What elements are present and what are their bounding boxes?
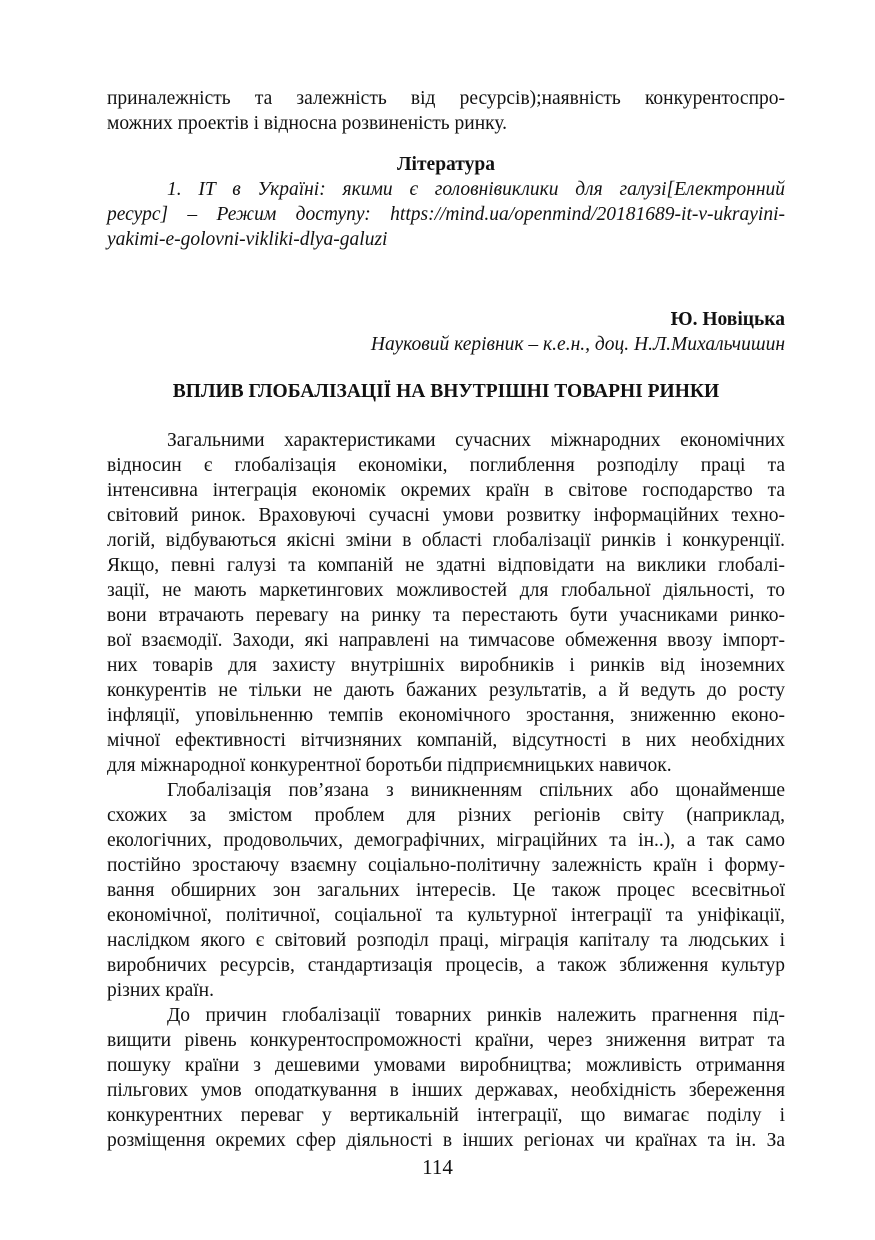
text-line: схожих за змістом проблем для різних регіонів світу (наприклад,: [107, 805, 785, 826]
paragraph-3: [107, 1003, 785, 1153]
reference-line: 1. IT в Україні: якими є головнівиклики для галузі[Електронний: [167, 179, 785, 200]
text-line: Глобалізація пов’язана з виникненням спільних або щонайменше: [167, 780, 785, 801]
text-line: виробничих ресурсів, стандартизація процесів, а також зближення культур: [107, 955, 785, 976]
text-line: конкурентів не тільки не дають бажаних результатів, а й ведуть до росту: [107, 680, 785, 701]
text-line: постійно зростаючу взаємну соціально-політичну залежність країн і форму-: [107, 855, 785, 876]
literature-heading: Література: [397, 154, 495, 175]
text-line: можних проектів і відносна розвиненість ринку.: [107, 113, 507, 134]
text-line: вання обширних зон загальних інтересів. Це також процес всесвітньої: [107, 880, 785, 901]
text-line: відносин є глобалізація економіки, поглиблення розподілу праці та: [107, 455, 785, 476]
supervisor-line: Науковий керівник – к.е.н., доц. Н.Л.Михальчишин: [370, 334, 785, 355]
text-line: екологічних, продовольчих, демографічних, міграційних та ін..), а так само: [107, 830, 785, 851]
text-line: економічної, політичної, соціальної та культурної інтеграції та уніфікації,: [107, 905, 785, 926]
text-line: мічної ефективності вітчизняних компаній, відсутності в них необхідних: [107, 730, 785, 751]
text-line: для міжнародної конкурентної боротьби підприємницьких навичок.: [107, 755, 672, 776]
paragraph-2: [107, 778, 785, 1003]
text-line: зації, не мають маркетингових можливостей для глобальної діяльності, то: [107, 580, 785, 601]
page-body: [107, 86, 785, 1153]
text-line: пільгових умов оподаткування в інших державах, необхідність збереження: [107, 1080, 785, 1101]
literature-reference: [107, 177, 785, 252]
text-line: різних країн.: [107, 980, 214, 1001]
text-line: них товарів для захисту внутрішніх виробників і ринків від іноземних: [107, 655, 785, 676]
text-line: наслідком якого є світовий розподіл праці, міграція капіталу та людських і: [107, 930, 785, 951]
text-line: Якщо, певні галузі та компаній не здатні відповідати на виклики глобалі-: [107, 555, 785, 576]
text-line: До причин глобалізації товарних ринків належить прагнення під-: [167, 1005, 785, 1026]
reference-line: ресурс] – Режим доступу: https://mind.ua/openmind/20181689-it-v-ukrayini-: [107, 204, 785, 225]
text-line: інфляції, уповільненню темпів економічного зростання, зниженню еконо-: [107, 705, 785, 726]
text-line: приналежність та залежність від ресурсів);наявність конкурентоспро-: [107, 88, 785, 109]
text-line: вої взаємодії. Заходи, які направлені на тимчасове обмеження ввозу імпорт-: [107, 630, 785, 651]
text-line: пошуку країни з дешевими умовами виробництва; можливість отримання: [107, 1055, 785, 1076]
intro-paragraph: [107, 86, 785, 136]
page-number: 114: [422, 1155, 453, 1179]
text-line: логій, відбуваються якісні зміни в області глобалізації ринків і конкуренції.: [107, 530, 785, 551]
text-line: Загальними характеристиками сучасних міжнародних економічних: [167, 430, 785, 451]
text-line: конкурентних переваг у вертикальній інтеграції, що вимагає поділу і: [107, 1105, 785, 1126]
reference-line: yakimi-e-golovni-vikliki-dlya-galuzi: [107, 229, 388, 250]
text-line: світовий ринок. Враховуючі сучасні умови розвитку інформаційних техно-: [107, 505, 785, 526]
text-line: інтенсивна інтеграція економік окремих країн в світове господарство та: [107, 480, 785, 501]
paragraph-1: [107, 428, 785, 778]
author-name: Ю. Новіцька: [670, 309, 785, 330]
text-line: розміщення окремих сфер діяльності в інших регіонах чи країнах та ін. За: [107, 1130, 785, 1151]
text-line: вони втрачають перевагу на ринку та перестають бути учасниками ринко-: [107, 605, 785, 626]
article-title: ВПЛИВ ГЛОБАЛІЗАЦІЇ НА ВНУТРІШНІ ТОВАРНІ РИНКИ: [172, 381, 720, 402]
text-line: вищити рівень конкурентоспроможності країни, через зниження витрат та: [107, 1030, 785, 1051]
